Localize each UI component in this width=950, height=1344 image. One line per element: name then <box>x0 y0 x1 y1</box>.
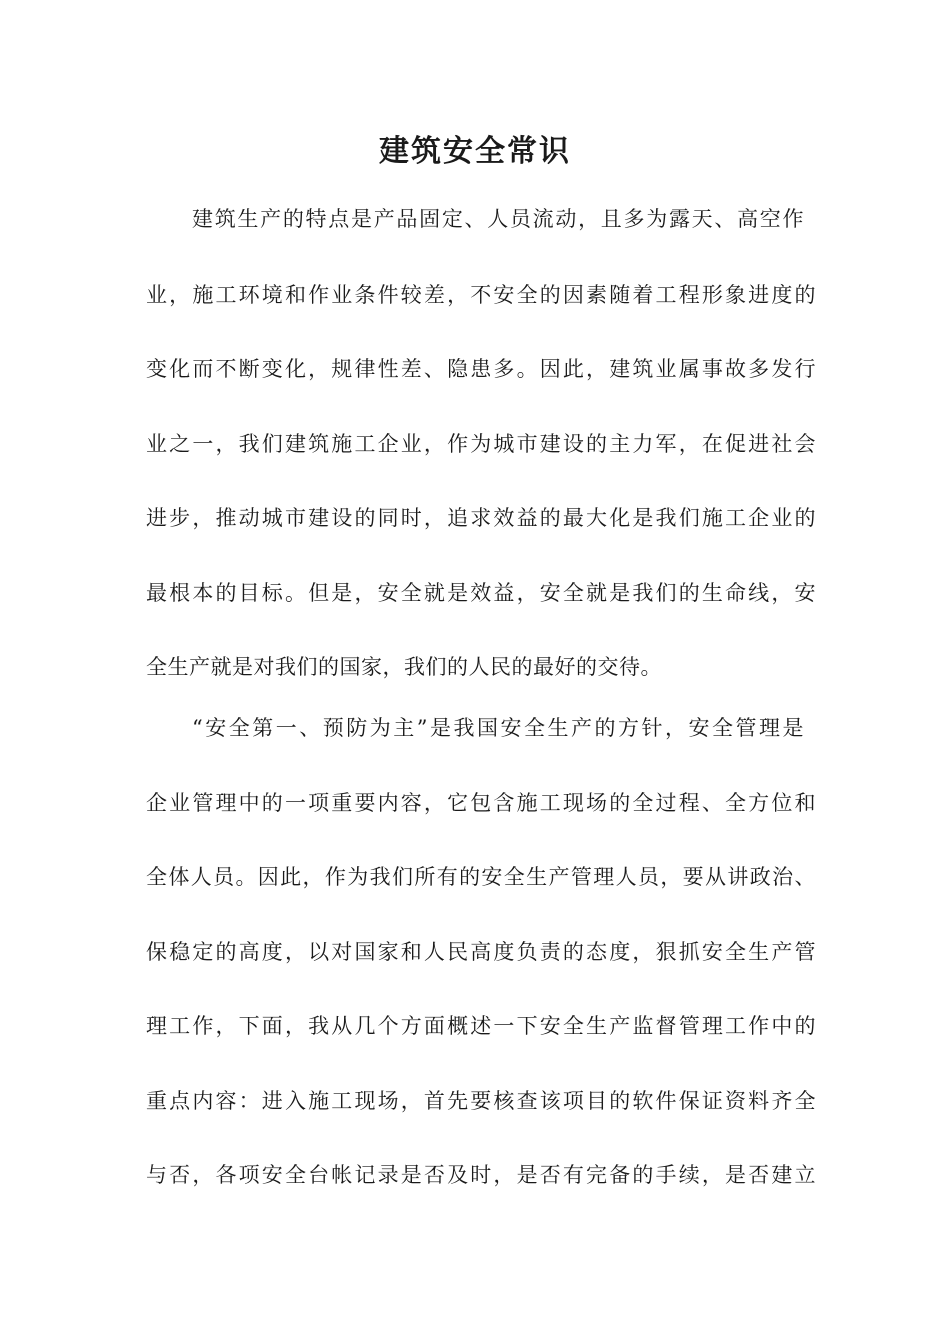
paragraph-1-line-1: 建筑生产的特点是产品固定、人员流动，且多为露天、高空作 <box>192 207 804 231</box>
document-title: 建筑安全常识 <box>379 134 571 169</box>
paragraph-1-line-7: 全生产就是对我们的国家，我们的人民的最好的交待。 <box>146 655 662 679</box>
paragraph-2-line-1: “安全第一、预防为主”是我国安全生产的方针，安全管理是 <box>192 716 804 740</box>
paragraph-1-line-2: 业，施工环境和作业条件较差，不安全的因素随着工程形象进度的 <box>146 283 816 307</box>
paragraph-1-line-6: 最根本的目标。但是，安全就是效益，安全就是我们的生命线，安 <box>146 581 816 605</box>
paragraph-2-line-4: 保稳定的高度，以对国家和人民高度负责的态度，狠抓安全生产管 <box>146 940 816 964</box>
paragraph-2-line-2: 企业管理中的一项重要内容，它包含施工现场的全过程、全方位和 <box>146 791 816 815</box>
paragraph-2-line-6: 重点内容：进入施工现场，首先要核查该项目的软件保证资料齐全 <box>146 1089 816 1113</box>
paragraph-1-line-4: 业之一，我们建筑施工企业，作为城市建设的主力军，在促进社会 <box>146 432 816 456</box>
paragraph-1-line-5: 进步，推动城市建设的同时，追求效益的最大化是我们施工企业的 <box>146 506 816 530</box>
paragraph-2-line-7: 与否，各项安全台帐记录是否及时，是否有完备的手续，是否建立 <box>146 1163 816 1187</box>
paragraph-2-line-3: 全体人员。因此，作为我们所有的安全生产管理人员，要从讲政治、 <box>146 865 816 889</box>
paragraph-1-line-3: 变化而不断变化，规律性差、隐患多。因此，建筑业属事故多发行 <box>146 357 816 381</box>
paragraph-2-line-5: 理工作，下面，我从几个方面概述一下安全生产监督管理工作中的 <box>146 1014 816 1038</box>
